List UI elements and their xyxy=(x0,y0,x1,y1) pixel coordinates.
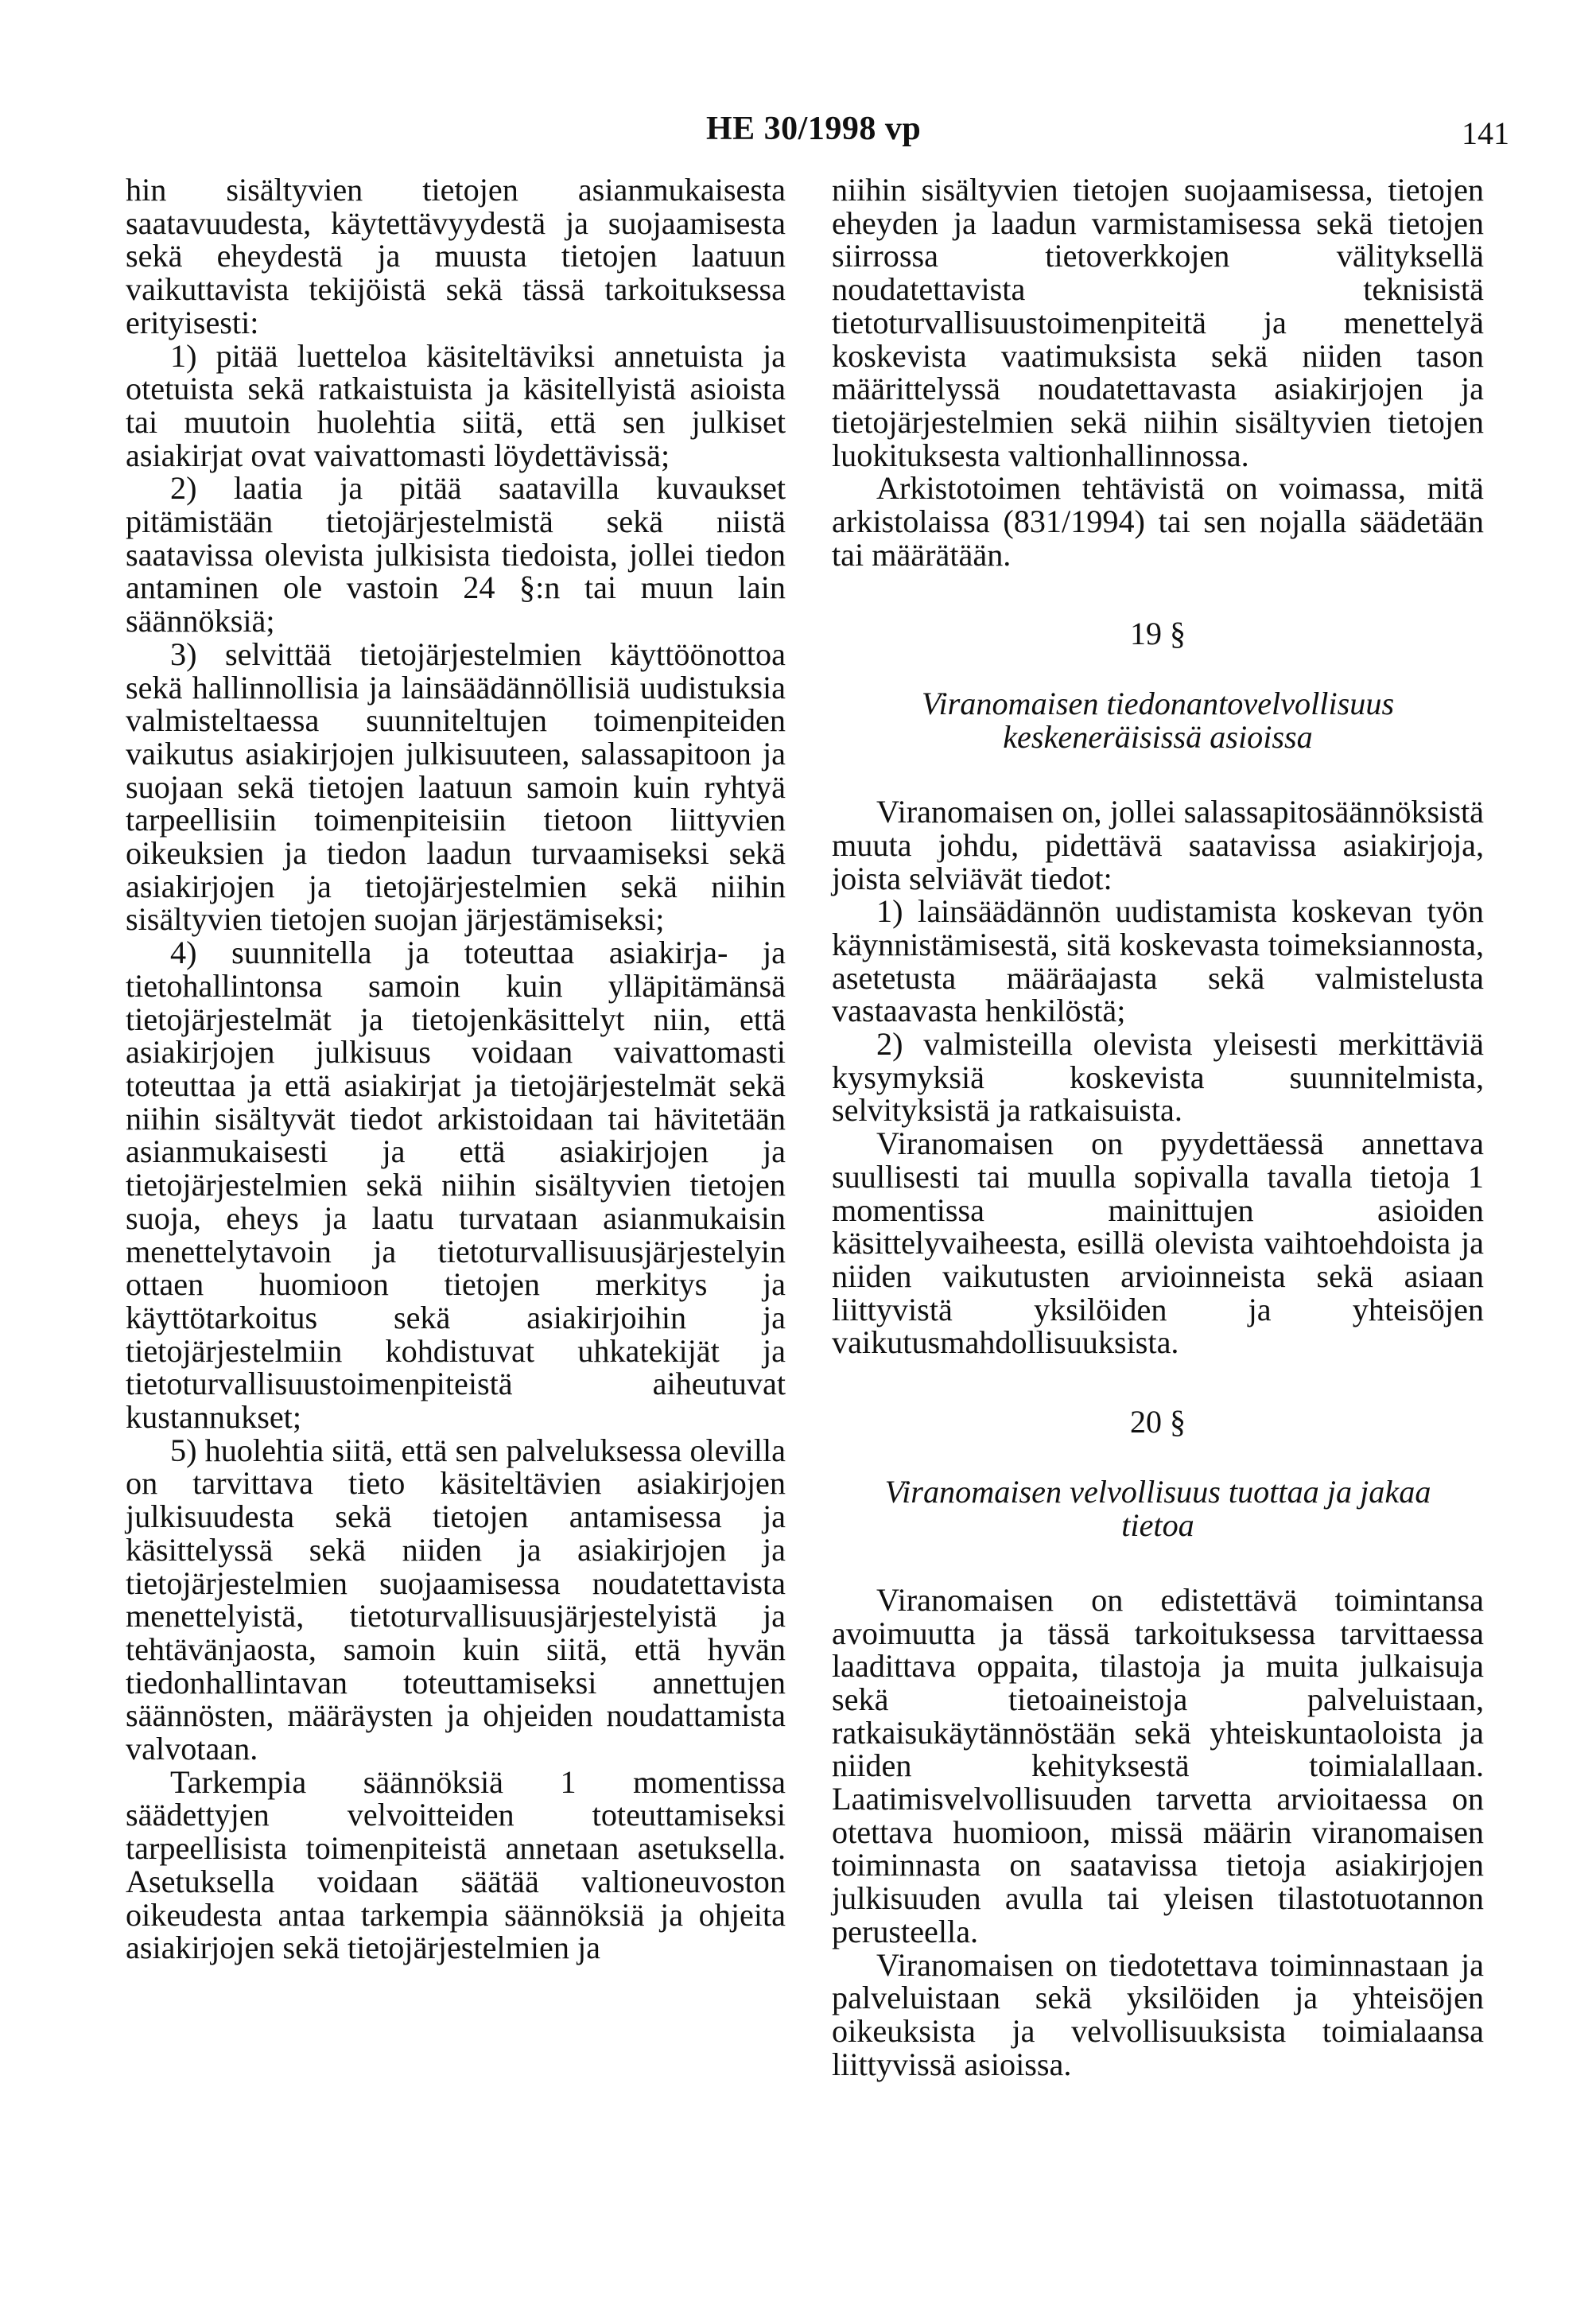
section-title-20: Viranomaisen velvollisuus tuottaa ja jakaa tietoa xyxy=(884,1473,1431,1543)
list-item-4: 4) suunnitella ja toteuttaa asiakirja- ja tietohallintonsa samoin kuin ylläpitämänsä tietojärjestelmät ja tietojenkäsittelyt niin, että asiakirjojen julkisuus voidaan vaivattomasti toteuttaa ja että asiakirjat ja tietojärjestelmät sekä niihin sisältyvät tiedot arkistoidaan tai hävitetään asianmukaisesti ja että asiakirjojen ja tietojärjestelmien sekä niihin sisältyvien tietojen suoja, eheys ja laatu turvataan asianmukaisin menettelytavoin ja tietoturvallisuusjärjestelyin ottaen huomioon tietojen merkitys ja käyttötarkoitus sekä asiakirjoihin ja tietojärjestelmiin kohdistuvat uhkatekijät ja tietoturvallisuustoimenpiteistä aiheutuvat kustannukset; xyxy=(126,935,786,1436)
page-number: 141 xyxy=(1462,115,1509,151)
list-item-2: 2) laatia ja pitää saatavilla kuvaukset pitämistään tietojärjestelmistä sekä niistä saatavissa olevista julkisista tiedoista, jollei tiedon antaminen ole vastoin 24 §:n tai muun lain säännöksiä; xyxy=(126,470,786,639)
paragraph: Viranomaisen on, jollei salassapitosäännöksistä muuta johdu, pidettävä saatavissa asiakirjoja, joista selviävät tiedot: xyxy=(832,794,1484,896)
page-header xyxy=(0,110,1596,157)
right-column xyxy=(832,173,1484,2081)
list-item-3: 3) selvittää tietojärjestelmien käyttöönottoa sekä hallinnollisia ja lainsäädännöllisiä uudistuksia valmisteltaessa suunniteltujen toimenpiteiden vaikutus asiakirjojen julkisuuteen, salassapitoon ja suojaan sekä tietojen laatuun samoin kuin ryhtyä tarpeellisiin toimenpiteisiin tietoon liittyvien oikeuksien ja tiedon laadun turvaamiseksi sekä asiakirjojen ja tietojärjestelmien sekä niihin sisältyvien tietojen suojan järjestämiseksi; xyxy=(126,635,786,938)
paragraph: Tarkempia säännöksiä 1 momentissa säädettyjen velvoitteiden toteuttamiseksi tarpeellisista toimenpiteistä annetaan asetuksella. Asetuksella voidaan säätää valtioneuvoston oikeudesta antaa tarkempia säännöksiä ja ohjeita asiakirjojen sekä tietojärjestelmien ja xyxy=(126,1763,786,1966)
paragraph: hin sisältyvien tietojen asianmukaisesta saatavuudesta, käytettävyydestä ja suojaamisesta sekä eheydestä ja muusta tietojen laatuun vaikuttavista tekijöistä sekä tässä tarkoituksessa erityisesti: xyxy=(126,172,786,340)
paragraph: Viranomaisen on tiedotettava toiminnastaan ja palveluistaan sekä yksilöiden ja yhteisöjen oikeuksista ja velvollisuuksista toimialaansa liittyvissä asioissa. xyxy=(832,1946,1484,2082)
paragraph: Arkistotoimen tehtävistä on voimassa, mitä arkistolaissa (831/1994) tai sen nojalla säädetään tai määrätään. xyxy=(832,470,1484,573)
section-number-19: 19 § xyxy=(1130,616,1186,652)
list-item-5: 5) huolehtia siitä, että sen palveluksessa olevilla on tarvittava tieto käsiteltävien asiakirjojen julkisuudesta sekä tietojen antamisessa ja käsittelyssä sekä niiden ja asiakirjojen ja tietojärjestelmien suojaamisessa noudatettavista menettelyistä, tietoturvallisuusjärjestelyistä ja tehtävänjaosta, samoin kuin siitä, että hyvän tiedonhallintavan toteuttamiseksi annettujen säännösten, määräysten ja ohjeiden noudattamista valvotaan. xyxy=(126,1432,786,1767)
list-item-2: 2) valmisteilla olevista yleisesti merkittäviä kysymyksiä koskevista suunnitelmista, selvityksistä ja ratkaisuista. xyxy=(832,1026,1484,1129)
left-column xyxy=(126,173,786,1965)
paragraph: Viranomaisen on edistettävä toimintansa avoimuutta ja tässä tarkoituksessa tarvittaessa laadittava oppaita, tilastoja ja muita julkaisuja sekä tietoaineistoja palveluistaan, ratkaisukäytännöstään sekä yhteiskuntaoloista ja niiden kehityksestä toimialallaan. Laatimisvelvollisuuden tarvetta arvioitaessa on otettava huomioon, missä määrin viranomaisen toiminnasta on saatavissa tietoja asiakirjojen julkisuuden avulla tai yleisen tilastotuotannon perusteella. xyxy=(832,1581,1484,1949)
list-item-1: 1) pitää luetteloa käsiteltäviksi annetuista ja otetuista sekä ratkaistuista ja käsitellyistä asioista tai muutoin huolehtia siitä, että sen julkiset asiakirjat ovat vaivattomasti löydettävissä; xyxy=(126,337,786,473)
document-reference: HE 30/1998 vp xyxy=(706,111,922,147)
section-number-20: 20 § xyxy=(1130,1404,1186,1440)
paragraph: Viranomaisen on pyydettäessä annettava suullisesti tai muulla sopivalla tavalla tietoja 1 momentissa mainittujen asioiden käsittelyvaiheesta, esillä olevista vaihtoehdoista ja niiden vaikutusten arvioinneista sekä asiaan liittyvistä yksilöiden ja yhteisöjen vaikutusmahdollisuuksista. xyxy=(832,1125,1484,1361)
list-item-1: 1) lainsäädännön uudistamista koskevan työn käynnistämisestä, sitä koskevasta toimeksiannosta, asetetusta määräajasta sekä valmistelusta vastaavasta henkilöstä; xyxy=(832,893,1484,1029)
section-title-19: Viranomaisen tiedonantovelvollisuus keskeneräisissä asioissa xyxy=(921,686,1395,756)
paragraph: niihin sisältyvien tietojen suojaamisessa, tietojen eheyden ja laadun varmistamisessa sekä tietojen siirrossa tietoverkkojen välityksellä noudatettavista teknisistä tietoturvallisuustoimenpiteitä ja menettelyä koskevista vaatimuksista sekä niiden tason määrittelyssä noudatettavasta asiakirjojen ja tietojärjestelmien sekä niihin sisältyvien tietojen luokituksesta valtionhallinnossa. xyxy=(832,172,1484,473)
